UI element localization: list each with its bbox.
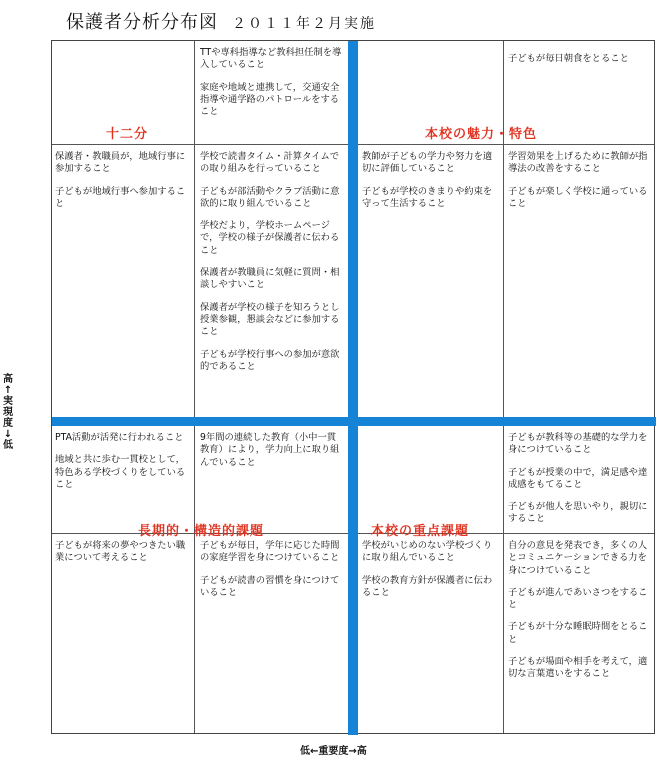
list-item: 家庭や地域と連携して，交通安全指導や通学路のパトロールをすること: [200, 81, 340, 118]
cell-r0c3: [508, 53, 652, 75]
title-sub: ２０１１年２月実施: [232, 16, 376, 32]
cell-r1c3: [508, 151, 652, 220]
cell-r1c1: [200, 151, 344, 383]
list-item: 自分の意見を発表でき，多くの人とコミュニケーションできる力を身につけていること: [508, 540, 648, 576]
cell-r3c2: [362, 540, 500, 609]
list-item: 子どもが楽しく学校に通っていること: [508, 185, 648, 209]
cell-r2c1: [200, 432, 344, 479]
list-item: PTA活動が活発に行われること: [55, 432, 184, 443]
list-item: 学習効果を上げるために教師が指導法の改善をすること: [508, 151, 648, 175]
list-item: 子どもが場面や相手を考えて，適切な言葉遣いをすること: [508, 656, 648, 680]
list-item: TTや専科指導など教科担任制を導入していること: [200, 47, 342, 71]
list-item: 子どもが学校行事への参加が意欲的であること: [200, 348, 340, 372]
list-item: 子どもが十分な睡眠時間をとること: [508, 621, 648, 645]
cell-r2c0: [55, 432, 191, 501]
list-item: 保護者が学校の様子を知ろうとし授業参観，懇談会などに参加すること: [200, 301, 340, 338]
list-item: 子どもが教科等の基礎的な学力を身につけていること: [508, 432, 648, 456]
cell-r2c3: [508, 432, 652, 536]
cell-r1c2: [362, 151, 500, 220]
list-item: 学校の教育方針が保護者に伝わること: [362, 574, 493, 598]
cell-r3c0: [55, 540, 191, 575]
list-item: 学校で読書タイム・計算タイムでの取り組みを行っていること: [200, 151, 340, 175]
cell-r0c1: [200, 47, 344, 128]
cell-r1c0: [55, 151, 191, 220]
list-item: 子どもが読書の習慣を身につけていること: [200, 574, 340, 598]
list-item: 教師が子どもの学力や努力を適切に評価していること: [362, 151, 493, 175]
list-item: 子どもが授業の中で，満足感や達成感をもてること: [508, 466, 648, 490]
quadrant-label-top-right: 本校の魅力・特色: [425, 127, 538, 142]
realization-axis-bar: [52, 417, 656, 426]
list-item: 子どもが進んであいさつをすること: [508, 586, 648, 611]
cell-r3c3: [508, 540, 652, 691]
page-title: [66, 8, 376, 34]
importance-axis-bar: [348, 41, 358, 735]
list-item: 9年間の連続した教育（小中一貫教育）により，学力向上に取り組んでいること: [200, 432, 340, 468]
list-item: 子どもが毎日，学年に応じた時間の家庭学習を身につけていること: [200, 540, 340, 564]
list-item: 子どもが将来の夢やつきたい職業について考えること: [55, 540, 186, 564]
quadrant-label-bottom-right: 本校の重点課題: [371, 524, 470, 539]
list-item: 子どもが毎日朝食をとること: [508, 53, 629, 64]
list-item: 保護者・教職員が，地域行事に参加すること: [55, 151, 186, 175]
realization-axis-label: 高 ↑ 実 現 度 ↓ 低: [3, 374, 13, 451]
cell-r3c1: [200, 540, 344, 609]
list-item: 保護者が教職員に気軽に質問・相談しやすいこと: [200, 267, 340, 291]
list-item: 地域と共に歩む一貫校として，特色ある学校づくりをしていること: [55, 454, 186, 490]
list-item: 学校がいじめのない学校づくりに取り組んでいること: [362, 540, 493, 564]
quadrant-label-bottom-left: 長期的・構造的課題: [138, 524, 265, 539]
list-item: 子どもが他人を思いやり，親切にすること: [508, 501, 648, 525]
list-item: 子どもが地域行事へ参加すること: [55, 185, 186, 209]
list-item: 学校だより，学校ホームページで，学校の様子が保護者に伝わること: [200, 220, 340, 256]
distribution-grid: [51, 40, 655, 734]
quadrant-label-top-left: 十二分: [106, 127, 149, 142]
title-main: 保護者分析分布図: [66, 12, 218, 33]
list-item: 子どもが学校のきまりや約束を守って生活すること: [362, 185, 493, 209]
importance-axis-label: 低←重要度→高: [300, 746, 367, 757]
list-item: 子どもが部活動やクラブ活動に意欲的に取り組んでいること: [200, 185, 340, 209]
